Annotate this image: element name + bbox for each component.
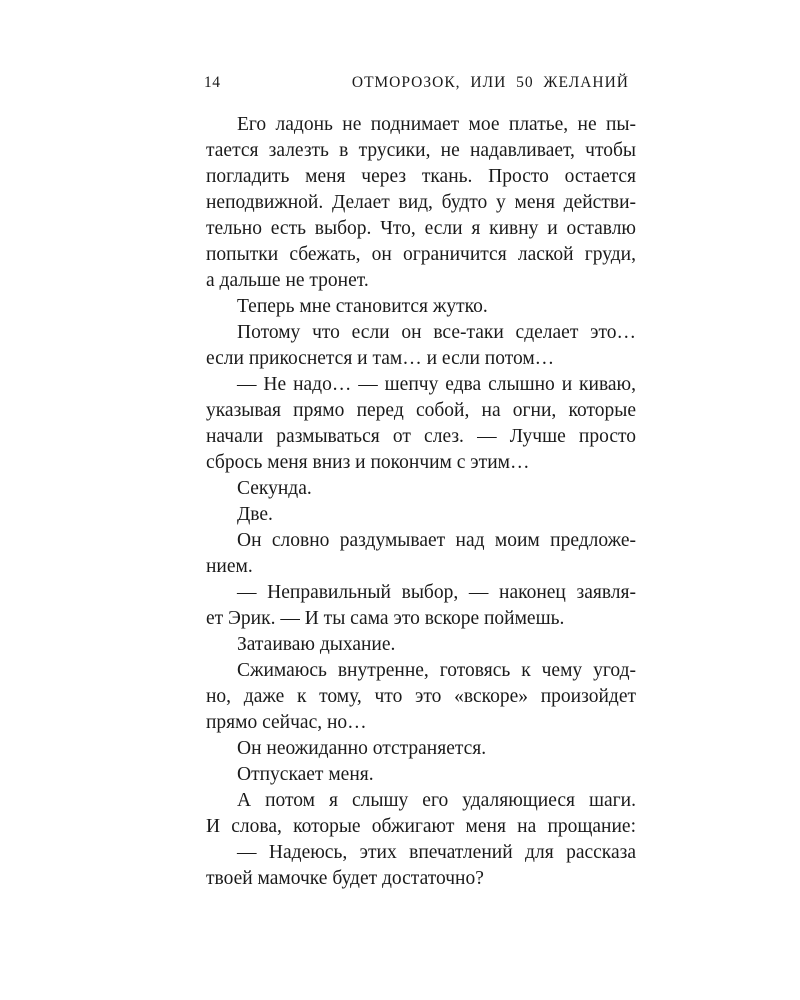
text-line: тается залезть в трусики, не надавливает, чтобы xyxy=(206,140,636,161)
text-line: Сжимаюсь внутренне, готовясь к чему угод- xyxy=(237,660,636,681)
text-line: Потому что если он все-таки сделает это… xyxy=(237,322,636,343)
text-line: — Надеюсь, этих впечатлений для рассказа xyxy=(237,842,636,863)
text-line: сбрось меня вниз и покончим с этим… xyxy=(206,452,530,473)
text-line: погладить меня через ткань. Просто остается xyxy=(206,166,636,187)
text-line: Затаиваю дыхание. xyxy=(237,634,396,655)
text-line: Он неожиданно отстраняется. xyxy=(237,738,487,759)
text-line: — Не надо… — шепчу едва слышно и киваю, xyxy=(237,374,636,395)
page-number: 14 xyxy=(204,74,221,91)
text-line: прямо сейчас, но… xyxy=(206,712,367,733)
text-line: неподвижной. Делает вид, будто у меня действи- xyxy=(206,192,636,213)
text-line: Две. xyxy=(237,504,273,525)
text-line: тельно есть выбор. Что, если я кивну и оставлю xyxy=(206,218,636,239)
text-line: Секунда. xyxy=(237,478,312,499)
running-title: ОТМОРОЗОК, ИЛИ 50 ЖЕЛАНИЙ xyxy=(351,74,629,91)
text-line: Он словно раздумывает над моим предложе- xyxy=(237,530,636,551)
text-block xyxy=(206,112,636,892)
text-line: ет Эрик. — И ты сама это вскоре поймешь. xyxy=(206,608,565,629)
text-line: но, даже к тому, что это «вскоре» произойдет xyxy=(206,686,636,707)
text-line: а дальше не тронет. xyxy=(206,270,369,291)
text-line: твоей мамочке будет достаточно? xyxy=(206,868,484,889)
text-line: начали размываться от слез. — Лучше просто xyxy=(206,426,636,447)
text-line: И слова, которые обжигают меня на прощание: xyxy=(206,816,636,837)
text-line: Его ладонь не поднимает мое платье, не пы- xyxy=(237,114,636,135)
text-line: — Неправильный выбор, — наконец заявля- xyxy=(237,582,636,603)
text-line: А потом я слышу его удаляющиеся шаги. xyxy=(237,790,636,811)
text-line: указывая прямо перед собой, на огни, которые xyxy=(206,400,636,421)
text-line: Отпускает меня. xyxy=(237,764,374,785)
text-line: если прикоснется и там… и если потом… xyxy=(206,348,555,369)
text-line: нием. xyxy=(206,556,253,577)
text-line: попытки сбежать, он ограничится лаской груди, xyxy=(206,244,636,265)
text-line: Теперь мне становится жутко. xyxy=(237,296,488,317)
running-header xyxy=(204,73,635,93)
